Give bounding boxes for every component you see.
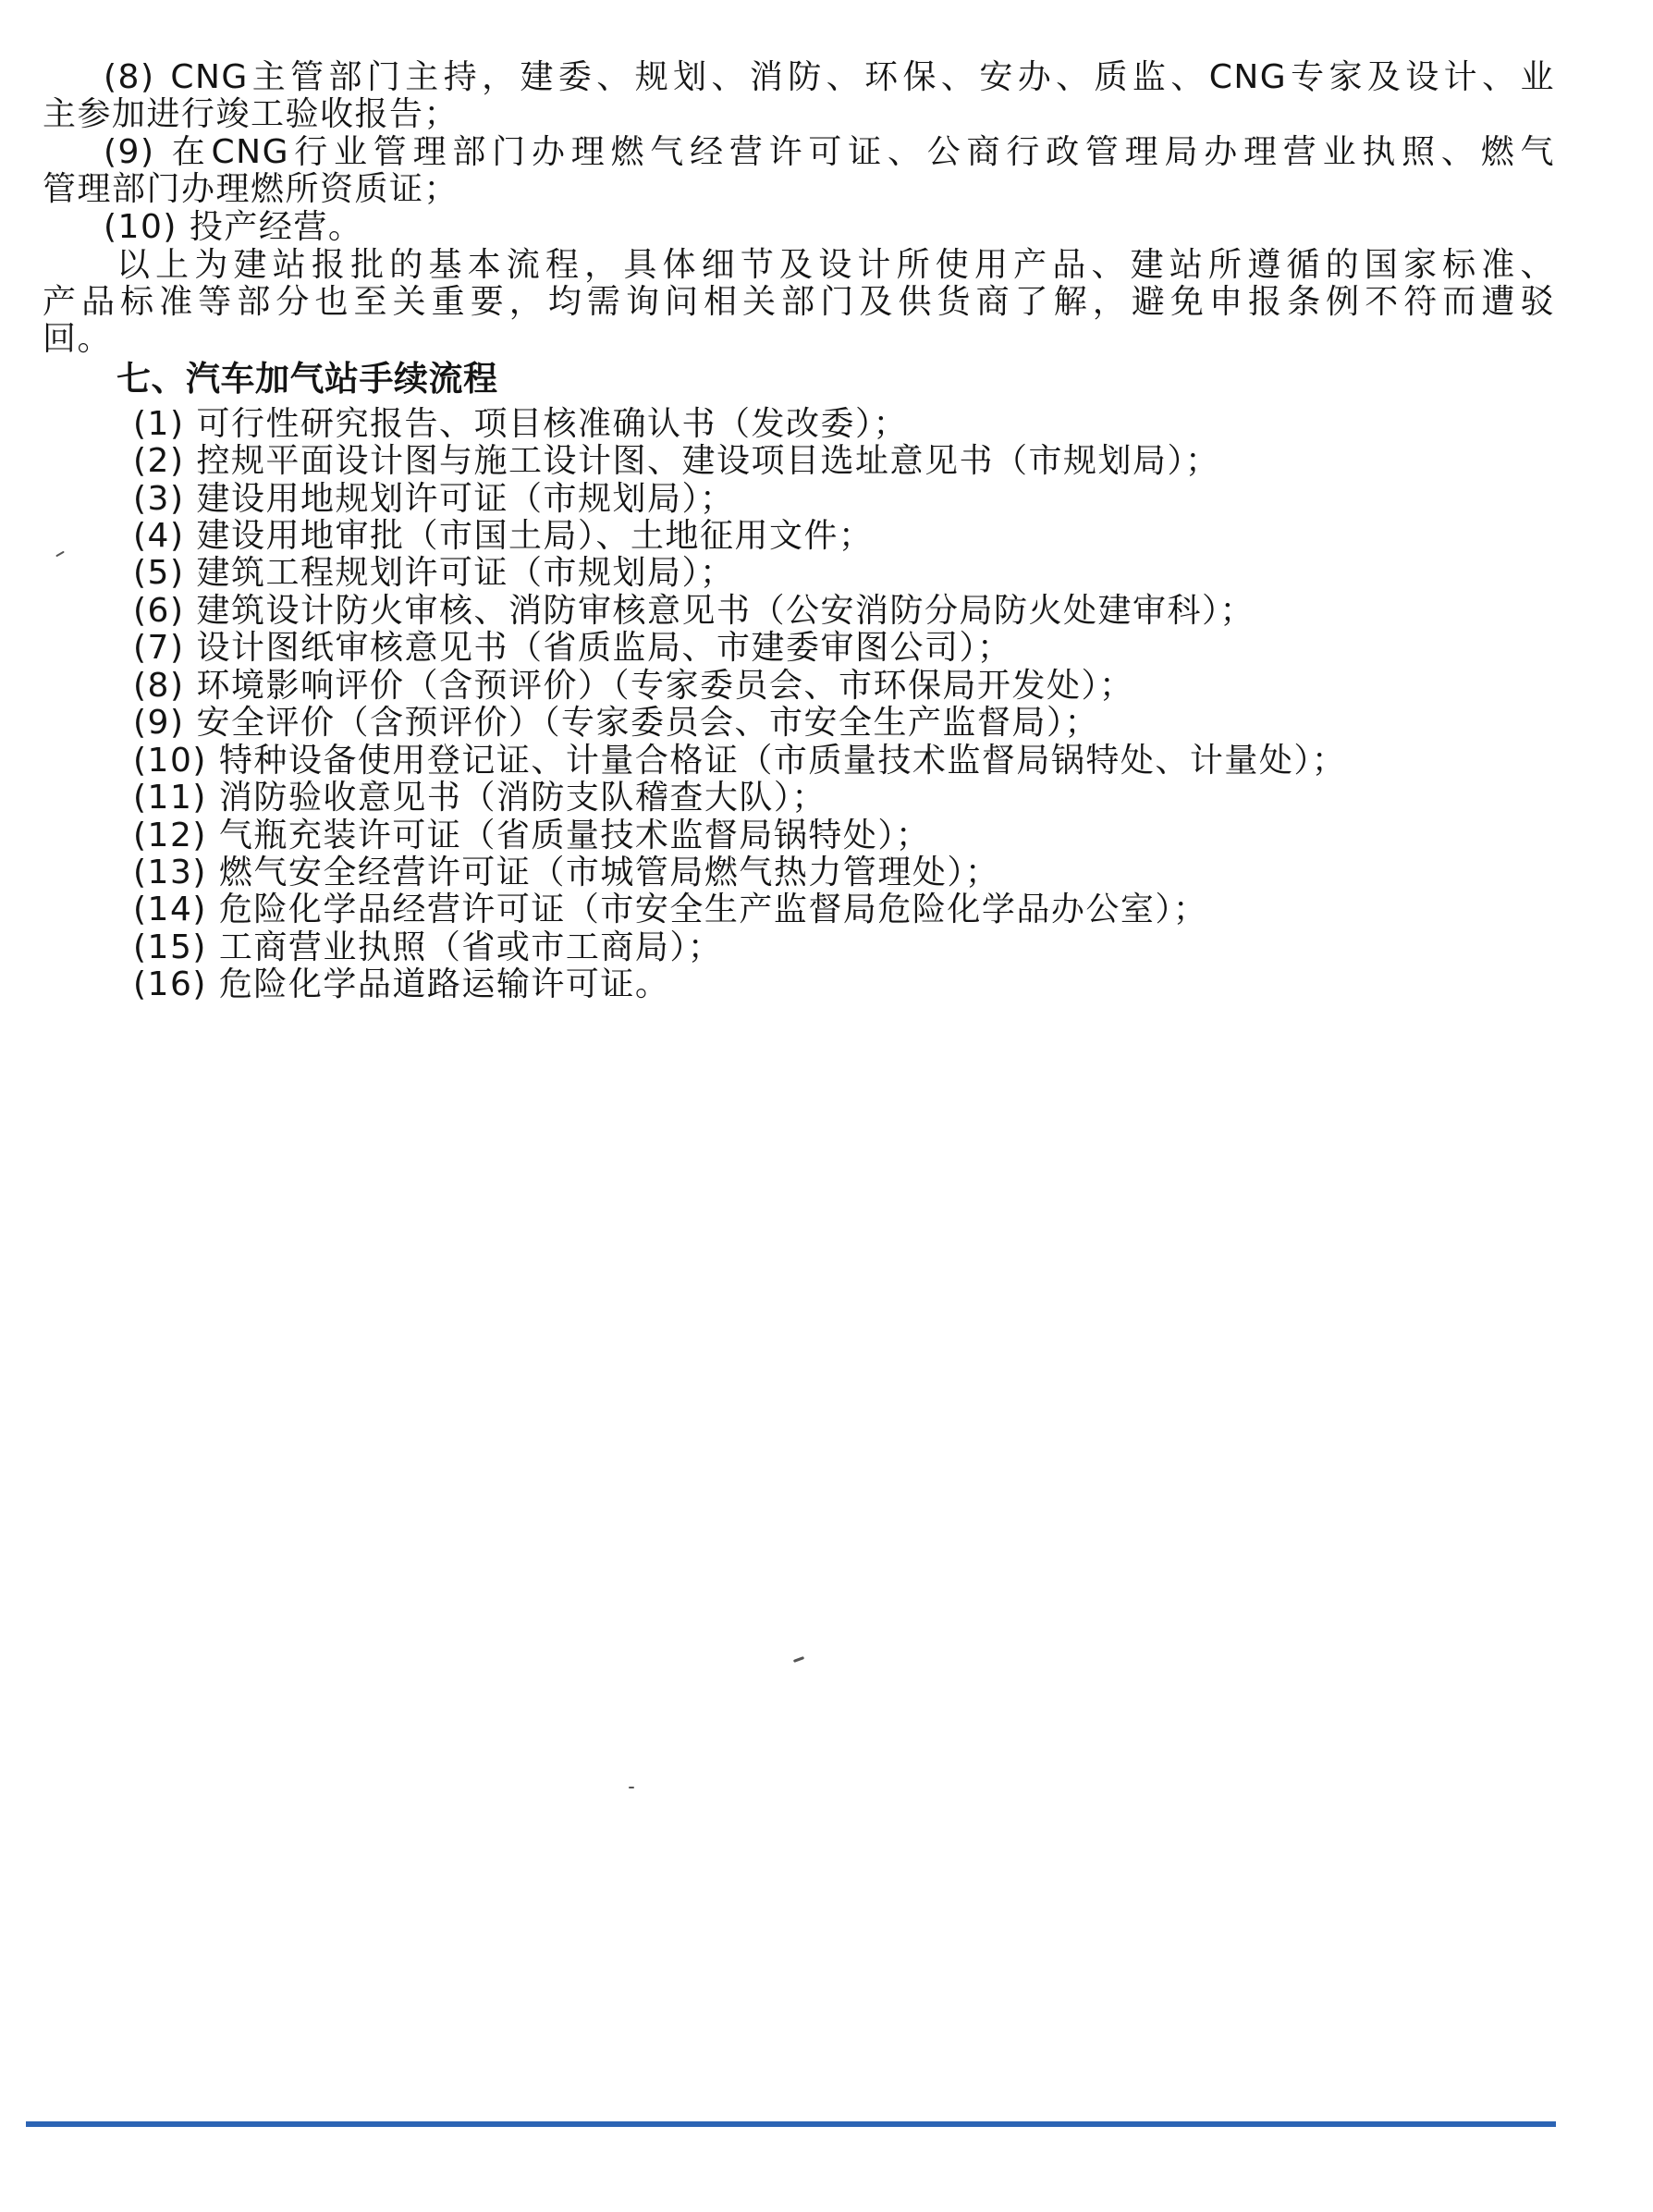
list-item: (15) 工商营业执照（省或市工商局）；: [133, 928, 723, 966]
list-item: (16) 危险化学品道路运输许可证。: [133, 965, 670, 1003]
summary-line-3: 回。: [43, 320, 113, 358]
list-item: (3) 建设用地规划许可证（市规划局）；: [133, 480, 735, 518]
list-item: (14) 危险化学品经营许可证（市安全生产监督局危险化学品办公室）；: [133, 891, 1208, 928]
scan-speck: [793, 1656, 804, 1663]
list-item: (5) 建筑工程规划许可证（市规划局）；: [133, 554, 735, 592]
scan-speck: [55, 551, 65, 558]
list-item: (13) 燃气安全经营许可证（市城管局燃气热力管理处）；: [133, 854, 1000, 891]
cng-item-8-line-2: 主参加进行竣工验收报告；: [43, 95, 459, 133]
list-item: (1) 可行性研究报告、项目核准确认书（发改委）；: [133, 405, 908, 443]
cng-item-10: (10) 投产经营。: [104, 208, 363, 246]
list-item: (10) 特种设备使用登记证、计量合格证（市质量技术监督局锅特处、计量处）；: [133, 742, 1347, 780]
cng-item-9-line-1: (9) 在CNG行业管理部门办理燃气经营许可证、公商行政管理局办理营业执照、燃气: [104, 133, 1555, 171]
summary-line-2: 产品标准等部分也至关重要，均需询问相关部门及供货商了解，避免申报条例不符而遭驳: [43, 283, 1555, 321]
list-item: (4) 建设用地审批（市国土局）、土地征用文件；: [133, 517, 874, 555]
cng-item-9-line-2: 管理部门办理燃所资质证；: [43, 170, 459, 208]
section-7-heading: 七、汽车加气站手续流程: [116, 358, 498, 399]
list-item: (12) 气瓶充装许可证（省质量技术监督局锅特处）；: [133, 817, 931, 854]
summary-line-1: 以上为建站报批的基本流程，具体细节及设计所使用产品、建站所遵循的国家标准、: [116, 246, 1555, 284]
list-item: (2) 控规平面设计图与施工设计图、建设项目选址意见书（市规划局）；: [133, 442, 1220, 480]
list-item: (11) 消防验收意见书（消防支队稽查大队）；: [133, 779, 826, 817]
list-item: (6) 建筑设计防火审核、消防审核意见书（公安消防分局防火处建审科）；: [133, 592, 1255, 630]
footer-rule: [26, 2121, 1556, 2127]
cng-item-8-line-1: (8) CNG主管部门主持，建委、规划、消防、环保、安办、质监、CNG专家及设计、业: [104, 58, 1555, 96]
list-item: (7) 设计图纸审核意见书（省质监局、市建委审图公司）；: [133, 629, 1012, 667]
scan-speck: [629, 1787, 634, 1788]
list-item: (8) 环境影响评价（含预评价）（专家委员会、市环保局开发处）；: [133, 667, 1134, 705]
list-item: (9) 安全评价（含预评价）（专家委员会、市安全生产监督局）；: [133, 704, 1099, 742]
